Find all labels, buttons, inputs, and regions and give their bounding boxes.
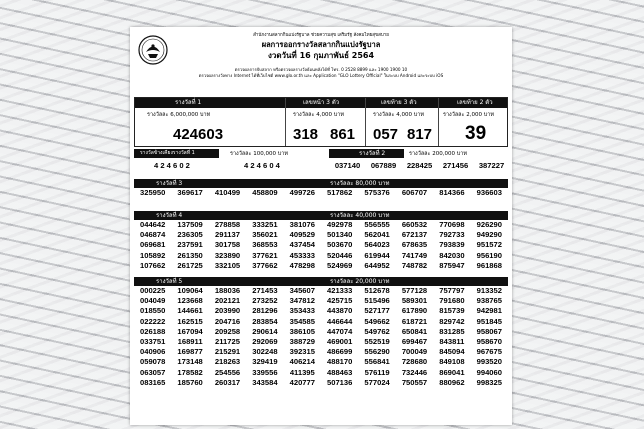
prize-number: 549662 [364,316,390,326]
fifth-prize-amount: รางวัลละ 20,000 บาท [330,278,390,285]
second-number: 037140 [334,161,361,170]
prize-number: 169877 [177,347,203,357]
prize-number: 409529 [289,230,315,240]
prize-number: 478298 [289,260,315,270]
prize-number: 332105 [214,260,241,270]
fifth-prize-label: รางวัลที่ 5 [156,278,183,285]
prize-number: 162515 [177,316,203,326]
prize-number: 123668 [177,296,203,306]
prize-number: 345607 [289,286,315,295]
prize-number: 512678 [364,286,390,295]
back2-amount: รางวัลละ 2,000 บาท [443,112,494,118]
internet-info-line: ตรวจผลรางวัลทาง Internet ได้ที่เว็บไซต์ www.glo.or.th และ Application "GLO Lottery Official" ในระบบ Android และระบบ iOS [198,73,444,78]
prize-number: 549762 [364,326,390,336]
prize-number: 589301 [401,296,428,306]
prize-number: 004049 [140,296,166,306]
office-line: สำนักงานสลากกินแบ่งรัฐบาล ช่วยความสุข เสริมรัฐ สังคมไทยสุขสบาย [253,33,389,38]
prize-number: 188036 [214,286,241,295]
prize-number: 040906 [140,347,166,357]
fourth-prize-header [134,211,508,220]
prize-number: 261350 [177,250,203,260]
prize-number: 458809 [252,188,278,197]
prize-number: 000225 [140,286,166,295]
prize-number: 619944 [364,250,390,260]
prize-number: 741749 [401,250,428,260]
prize-number: 469001 [327,336,353,346]
prize-number: 842030 [439,250,465,260]
prize-number: 356021 [252,230,278,240]
prize-number: 488170 [327,357,353,367]
prize-number: 843811 [439,336,465,346]
prize-number: 018550 [140,306,166,316]
prize-number: 815739 [439,306,465,316]
prize-number: 488463 [327,367,353,377]
prize-number: 515496 [364,296,390,306]
prize-number: 339556 [252,367,278,377]
prize-number: 323890 [214,250,241,260]
prize-number: 967675 [476,347,502,357]
prize-number: 369617 [177,188,203,197]
prize-number: 791680 [439,296,465,306]
near-and-second [134,149,508,171]
prize-number: 499726 [289,188,315,197]
prize-number: 386105 [289,326,315,336]
prize-number: 291137 [215,230,240,240]
prize-number: 167094 [177,326,203,336]
prize-number: 421333 [327,286,353,295]
prize-number: 446644 [327,316,353,326]
prize-number: 678635 [401,240,428,250]
prize-number: 660532 [401,220,428,229]
prize-number: 517862 [327,188,353,197]
fifth-prize-header [134,277,508,286]
prize-number: 218263 [214,357,241,367]
prize-number: 507136 [327,377,353,387]
prize-number: 381076 [289,220,315,229]
prize-number: 503670 [327,240,353,250]
prize-number: 552519 [364,336,390,346]
first-prize-amount: รางวัลละ 6,000,000 บาท [147,112,211,118]
prize-number: 618721 [401,316,428,326]
prize-number: 770698 [439,220,465,229]
prize-number: 410499 [214,188,241,197]
prize-number: 443870 [327,306,353,316]
prize-number: 880962 [439,377,465,387]
second-number: 228425 [406,161,433,170]
prize-number: 492978 [327,220,353,229]
prize-number: 236305 [177,230,203,240]
front3-label: เลขหน้า 3 ตัว [303,99,340,106]
prize-number: 447074 [327,326,353,336]
prize-number: 215291 [214,347,241,357]
prize-number: 301758 [214,240,241,250]
prize-number: 368553 [252,240,278,250]
second-number: 387227 [478,161,505,170]
front3-amount: รางวัลละ 4,000 บาท [293,112,344,118]
prize-number: 203990 [214,306,241,316]
prize-number: 958670 [476,336,502,346]
fifth-prize-section [134,277,508,388]
prize-number: 420777 [289,377,315,387]
prize-number: 059078 [140,357,166,367]
prize-number: 254556 [214,367,241,377]
prize-number: 347812 [289,296,315,306]
fourth-prize-label: รางวัลที่ 4 [156,212,183,219]
prize-number: 869041 [439,367,465,377]
prize-number: 406214 [289,357,315,367]
prize-number: 577024 [364,377,390,387]
prize-number: 302248 [252,347,278,357]
prize-number: 913352 [476,286,502,295]
prize-number: 109064 [177,286,203,295]
prize-number: 951845 [476,316,502,326]
prize-number: 144661 [177,306,203,316]
sheet-header [130,32,512,79]
prize-number: 486699 [327,347,353,357]
prize-number: 453333 [289,250,315,260]
prize-number: 260317 [214,377,241,387]
prize-number: 333251 [252,220,278,229]
prize-number: 564023 [364,240,390,250]
prize-number: 562041 [364,230,390,240]
prize-number: 700049 [401,347,428,357]
prize-number: 942981 [476,306,502,316]
first-prize-label: รางวัลที่ 1 [175,99,202,106]
prize-number: 956190 [476,250,502,260]
prize-number: 699467 [401,336,428,346]
prize-number: 750557 [401,377,428,387]
prize-number: 069681 [140,240,166,250]
prize-number: 173148 [177,357,203,367]
third-prize-header [134,179,508,188]
near-first-number-2: 4 2 4 6 0 4 [244,161,280,170]
prize-number: 650841 [401,326,428,336]
prize-number: 875947 [439,260,465,270]
back2-number: 39 [465,123,487,144]
fourth-prize-amount: รางวัลละ 40,000 บาท [330,212,390,219]
prize-number: 556555 [364,220,390,229]
prize-number: 556841 [364,357,390,367]
prize-number: 425715 [327,296,353,306]
prize-number: 577128 [401,286,428,295]
prize-number: 411395 [289,367,315,377]
second-number: 271456 [442,161,469,170]
prize-number: 033751 [140,336,166,346]
third-prize-amount: รางวัลละ 80,000 บาท [330,180,390,187]
prize-number: 845094 [439,347,465,357]
prize-number: 185760 [177,377,203,387]
third-prize-label: รางวัลที่ 3 [156,180,183,187]
back2-label: เลขท้าย 2 ตัว [457,99,493,106]
back3-amount: รางวัลละ 4,000 บาท [373,112,424,118]
prize-number: 936603 [476,188,502,197]
prize-number: 022222 [140,316,166,326]
prize-number: 271453 [252,286,278,295]
prize-number: 793839 [439,240,465,250]
prize-number: 437454 [289,240,315,250]
prize-number: 926290 [476,220,502,229]
front3-number-1: 318 [293,126,319,143]
second-number: 067889 [370,161,397,170]
prize-number: 672137 [401,230,428,240]
prize-number: 281296 [252,306,278,316]
prize-number: 958067 [476,326,502,336]
prize-number: 527177 [364,306,390,316]
prize-number: 137509 [177,220,203,229]
prize-number: 204716 [214,316,241,326]
back3-number-1: 057 [373,126,399,143]
prize-number: 994060 [476,367,502,377]
prize-number: 292069 [252,336,278,346]
prize-number: 757797 [439,286,465,295]
draw-date: งวดวันที่ 16 กุมภาพันธ์ 2564 [267,51,375,60]
near-first-number-1: 4 2 4 6 0 2 [154,161,190,170]
prize-number: 814366 [439,188,465,197]
second-prize-amount: รางวัลละ 200,000 บาท [409,151,467,157]
fifth-prize-grid [134,286,508,388]
prize-number: 961868 [476,260,502,270]
prize-number: 792733 [439,230,465,240]
prize-number: 261725 [177,260,203,270]
prize-number: 951572 [476,240,502,250]
prize-number: 329419 [252,357,278,367]
prize-number: 178582 [177,367,203,377]
prize-number: 354585 [289,316,315,326]
prize-number: 938765 [476,296,502,306]
check-info-line: ตรวจผลการจับสลาก หรือตรวจผลรางวัลย้อนหลังได้ที่ โทร. 0 2528 8899 และ 1900 1900 10 [234,67,408,72]
prize-number: 046874 [140,230,166,240]
prize-number: 283854 [252,316,278,326]
prize-number: 325950 [140,188,166,197]
prize-number: 211725 [215,336,240,346]
prize-number: 353433 [289,306,315,316]
prize-number: 044642 [140,220,166,229]
first-prize-number: 424603 [173,126,224,143]
prize-number: 202121 [214,296,241,306]
prize-number: 524969 [327,260,353,270]
second-prize-label: รางวัลที่ 2 [359,150,386,157]
prize-number: 343584 [252,377,278,387]
near-first-amount: รางวัลละ 100,000 บาท [230,151,288,157]
back3-label: เลขท้าย 3 ตัว [381,99,417,106]
back3-number-2: 817 [407,126,433,143]
fourth-prize-section [134,211,508,271]
prize-number: 575376 [364,188,390,197]
prize-number: 377662 [252,260,278,270]
front3-number-2: 861 [330,126,356,143]
prize-number: 377621 [252,250,278,260]
prize-number: 388729 [289,336,315,346]
prize-number: 290614 [252,326,278,336]
prize-number: 576119 [364,367,390,377]
prize-number: 849108 [439,357,465,367]
prize-number: 105892 [140,250,166,260]
third-prize-grid [134,188,508,198]
prize-number: 644952 [364,260,390,270]
prize-number: 993520 [476,357,502,367]
prize-number: 829742 [439,316,465,326]
top-prizes [134,97,508,147]
prize-number: 732446 [401,367,428,377]
prize-number: 168911 [177,336,203,346]
prize-number: 831285 [439,326,465,336]
prize-number: 998325 [476,377,502,387]
third-prize-section [134,179,508,198]
prize-number: 748782 [401,260,428,270]
prize-number: 617890 [401,306,428,316]
prize-number: 278858 [214,220,241,229]
prize-number: 209258 [214,326,241,336]
lottery-result-sheet [130,27,512,425]
prize-number: 606707 [401,188,428,197]
prize-number: 392315 [289,347,315,357]
prize-number: 728680 [401,357,428,367]
prize-number: 273252 [252,296,278,306]
sheet-title: ผลการออกรางวัลสลากกินแบ่งรัฐบาล [261,40,381,49]
prize-number: 026188 [140,326,166,336]
prize-number: 107662 [140,260,166,270]
prize-number: 556290 [364,347,390,357]
prize-number: 083165 [140,377,166,387]
fourth-prize-grid [134,220,508,271]
prize-number: 520446 [327,250,353,260]
prize-number: 063057 [140,367,166,377]
prize-number: 237591 [177,240,203,250]
prize-number: 949290 [476,230,502,240]
near-first-label: รางวัลข้างเคียงรางวัลที่ 1 [140,150,195,156]
prize-number: 501340 [327,230,353,240]
